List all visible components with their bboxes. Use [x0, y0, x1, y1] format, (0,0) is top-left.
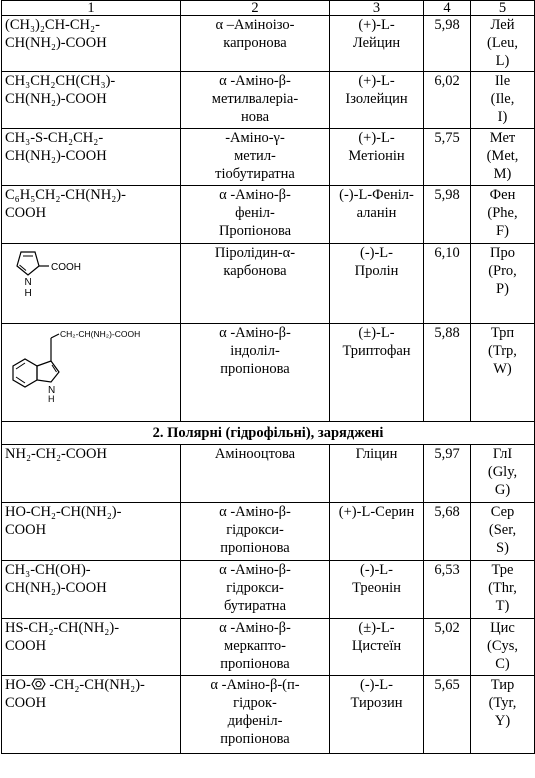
trivial-name-cell — [330, 445, 424, 503]
abbr-line: (Gly, — [487, 464, 518, 480]
name-line: α -Аміно-β- — [219, 504, 291, 520]
systematic-name-cell — [181, 16, 330, 72]
trivial-line: (-)-L- — [359, 245, 393, 261]
name-line: α -Аміно-β- — [219, 562, 291, 578]
table-row — [2, 676, 535, 754]
n-label: N — [48, 385, 56, 396]
trivial-name-cell — [330, 503, 424, 561]
abbr-line: Мет — [489, 130, 516, 146]
name-line: дифеніл- — [227, 713, 283, 729]
abbr-line: G) — [494, 482, 511, 498]
abbr-line: Лей — [490, 17, 515, 33]
trivial-line: (±)-L- — [358, 325, 395, 341]
abbr-cell — [471, 676, 535, 754]
n-label: N — [24, 277, 32, 288]
proline-structure — [5, 244, 115, 306]
pi-cell: 6,10 — [424, 244, 471, 324]
name-line: гідрокси- — [226, 580, 284, 596]
name-line: α -Аміно-β- — [219, 620, 291, 636]
name-line: пропіонова — [220, 731, 290, 747]
name-line: феніл- — [235, 205, 275, 221]
name-line: капронова — [223, 35, 287, 51]
abbr-line: ГлІ — [492, 446, 513, 462]
table-row — [2, 503, 535, 561]
systematic-name-cell — [181, 244, 330, 324]
abbr-line: Цис — [490, 620, 515, 636]
col-header-1: 1 — [2, 1, 181, 16]
trivial-line: Тирозин — [350, 695, 403, 711]
formula-line: COOH — [5, 205, 47, 221]
table-row — [2, 619, 535, 676]
formula-line: COOH — [5, 522, 47, 538]
trivial-line: (-)-L- — [359, 677, 393, 693]
systematic-name-cell — [181, 324, 330, 422]
name-line: метил- — [234, 148, 276, 164]
pi-cell: 5,75 — [424, 129, 471, 186]
trivial-line: Ізолейцин — [345, 91, 408, 107]
pi-cell: 5,68 — [424, 503, 471, 561]
trivial-name-cell — [330, 129, 424, 186]
name-line: Піролідин-α- — [214, 245, 296, 261]
name-line: карбонова — [223, 263, 287, 279]
trivial-line: (+)-L- — [358, 73, 395, 89]
name-line: метилвалеріа- — [211, 91, 299, 107]
name-line: пропіонова — [220, 361, 290, 377]
abbr-line: C) — [495, 656, 510, 672]
systematic-name-cell — [181, 186, 330, 244]
name-line: гідрок- — [233, 695, 277, 711]
table-row — [2, 186, 535, 244]
formula-cell — [2, 503, 181, 561]
formula-line: CH₃CH₂CH(CH₃)- — [5, 73, 116, 89]
abbr-line: (Leu, — [487, 35, 518, 51]
abbr-line: Про — [490, 245, 515, 261]
formula-cell — [2, 72, 181, 129]
formula-line: NH₂-CH₂-COOH — [5, 446, 107, 462]
abbr-line: W) — [493, 361, 512, 377]
trivial-name-cell — [330, 72, 424, 129]
name-line: α -Аміно-β- — [219, 325, 291, 341]
trivial-line: Лейцин — [352, 35, 401, 51]
formula-suffix: -CH₂-CH(NH₂)- — [45, 677, 145, 693]
formula-cell — [2, 324, 181, 422]
name-line: пропіонова — [220, 656, 290, 672]
abbr-line: I) — [497, 109, 508, 125]
abbr-cell — [471, 445, 535, 503]
abbr-line: S) — [496, 540, 509, 556]
systematic-name-cell — [181, 676, 330, 754]
h-label: H — [24, 288, 32, 299]
name-line: Пропіонова — [218, 223, 292, 239]
formula-cell — [2, 129, 181, 186]
trivial-name-cell — [330, 244, 424, 324]
formula-line: C₆H₅CH₂-CH(NH₂)- — [5, 187, 126, 203]
trivial-line: (-)-L-Феніл- — [339, 187, 414, 203]
abbr-cell — [471, 16, 535, 72]
formula-line: (CH₃)₂CH-CH₂- — [5, 17, 100, 33]
abbr-line: Тре — [491, 562, 514, 578]
trivial-line: Треонін — [352, 580, 401, 596]
name-line: пропіонова — [220, 540, 290, 556]
table-row — [2, 16, 535, 72]
systematic-name-cell — [181, 129, 330, 186]
formula-line: CH₃-S-CH₂CH₂- — [5, 130, 104, 146]
abbr-line: Іle — [494, 73, 511, 89]
table-row — [2, 72, 535, 129]
abbr-line: P) — [496, 281, 509, 297]
name-line: тіобутиратна — [215, 166, 295, 182]
trivial-line: Метіонін — [348, 148, 405, 164]
section-heading: 2. Полярні (гідрофільні), заряджені — [2, 422, 535, 445]
abbr-cell — [471, 186, 535, 244]
systematic-name-cell — [181, 72, 330, 129]
abbr-line: (Ile, — [490, 91, 515, 107]
abbr-line: Тир — [490, 677, 515, 693]
pi-cell: 5,02 — [424, 619, 471, 676]
pi-cell: 5,98 — [424, 186, 471, 244]
abbr-cell — [471, 129, 535, 186]
trivial-line: Цистеїн — [351, 638, 402, 654]
abbr-line: (Ser, — [488, 522, 517, 538]
abbr-line: (Thr, — [488, 580, 517, 596]
systematic-name-cell — [181, 619, 330, 676]
formula-line: COOH — [5, 695, 47, 711]
abbr-cell — [471, 619, 535, 676]
formula-line: CH(NH₂)-COOH — [5, 580, 107, 596]
trivial-line: (±)-L- — [358, 620, 395, 636]
col-header-5: 5 — [471, 1, 535, 16]
pi-cell: 6,53 — [424, 561, 471, 619]
trivial-line: аланін — [356, 205, 397, 221]
abbr-line: (Met, — [486, 148, 519, 164]
trivial-line: (+)-L-Серин — [338, 504, 415, 520]
abbr-line: Трп — [490, 325, 515, 341]
name-line: α -Аміно-β-(п- — [210, 677, 300, 693]
formula-cell — [2, 561, 181, 619]
h-label: H — [48, 394, 55, 404]
name-line: Амінооцтова — [214, 446, 296, 462]
abbr-cell — [471, 561, 535, 619]
benzene-ring-icon — [31, 678, 46, 690]
formula-line: HS-CH₂-CH(NH₂)- — [5, 620, 120, 636]
abbr-cell — [471, 324, 535, 422]
name-line: α -Аміно-β- — [219, 73, 291, 89]
pi-cell: 5,98 — [424, 16, 471, 72]
abbr-line: Y) — [494, 713, 511, 729]
abbr-line: (Trp, — [488, 343, 517, 359]
trivial-line: Гліцин — [355, 446, 398, 462]
trivial-name-cell — [330, 324, 424, 422]
table-row — [2, 445, 535, 503]
abbr-line: L) — [495, 53, 510, 69]
abbr-line: F) — [496, 223, 509, 239]
formula-line: CH(NH₂)-COOH — [5, 148, 107, 164]
trivial-line: Пролін — [354, 263, 399, 279]
formula-cell — [2, 186, 181, 244]
trivial-name-cell — [330, 619, 424, 676]
systematic-name-cell — [181, 503, 330, 561]
table-row — [2, 244, 535, 324]
name-line: нова — [240, 109, 270, 125]
name-line: гідрокси- — [226, 522, 284, 538]
trivial-name-cell — [330, 676, 424, 754]
formula-line: COOH — [5, 638, 47, 654]
section-heading-row — [2, 422, 535, 445]
abbr-line: Сер — [490, 504, 515, 520]
table-row — [2, 129, 535, 186]
formula-line: CH(NH₂)-COOH — [5, 91, 107, 107]
abbr-cell — [471, 503, 535, 561]
trivial-name-cell — [330, 561, 424, 619]
col-header-2: 2 — [181, 1, 330, 16]
abbr-line: M) — [493, 166, 512, 182]
trivial-line: Триптофан — [342, 343, 411, 359]
abbr-cell — [471, 72, 535, 129]
trivial-name-cell — [330, 16, 424, 72]
col-header-3: 3 — [330, 1, 424, 16]
trivial-name-cell — [330, 186, 424, 244]
trivial-line: (+)-L- — [358, 130, 395, 146]
formula-prefix: HO- — [5, 677, 31, 693]
tryptophan-structure — [5, 324, 177, 404]
formula-cell — [2, 445, 181, 503]
name-line: -Аміно-γ- — [225, 130, 285, 146]
amino-acid-table — [1, 0, 535, 754]
formula-line — [5, 676, 177, 694]
name-line: бутиратна — [223, 598, 286, 614]
col-header-4: 4 — [424, 1, 471, 16]
pi-cell: 5,65 — [424, 676, 471, 754]
abbr-line: Фен — [489, 187, 516, 203]
name-line: індоліл- — [230, 343, 280, 359]
formula-line: HO-CH₂-CH(NH₂)- — [5, 504, 122, 520]
abbr-line: (Tyr, — [488, 695, 517, 711]
table-row — [2, 561, 535, 619]
trivial-line: (-)-L- — [359, 562, 393, 578]
systematic-name-cell — [181, 445, 330, 503]
name-line: α –Аміноізо- — [215, 17, 295, 33]
trivial-line: (+)-L- — [358, 17, 395, 33]
systematic-name-cell — [181, 561, 330, 619]
formula-line: CH₃-CH(OH)- — [5, 562, 91, 578]
abbr-line: T) — [495, 598, 510, 614]
header-row — [2, 1, 535, 16]
name-line: α -Аміно-β- — [219, 187, 291, 203]
abbr-cell — [471, 244, 535, 324]
formula-cell — [2, 244, 181, 324]
formula-cell — [2, 619, 181, 676]
cooh-label: COOH — [51, 262, 81, 273]
abbr-line: (Cys, — [486, 638, 519, 654]
abbr-line: (Pro, — [488, 263, 517, 279]
pi-cell: 5,88 — [424, 324, 471, 422]
formula-line: CH(NH₂)-COOH — [5, 35, 107, 51]
table-row — [2, 324, 535, 422]
pi-cell: 5,97 — [424, 445, 471, 503]
formula-cell — [2, 676, 181, 754]
pi-cell: 6,02 — [424, 72, 471, 129]
side-chain-label: CH₂-CH(NH₂)-COOH — [60, 329, 141, 339]
abbr-line: (Phe, — [487, 205, 518, 221]
formula-cell — [2, 16, 181, 72]
name-line: меркапто- — [224, 638, 286, 654]
